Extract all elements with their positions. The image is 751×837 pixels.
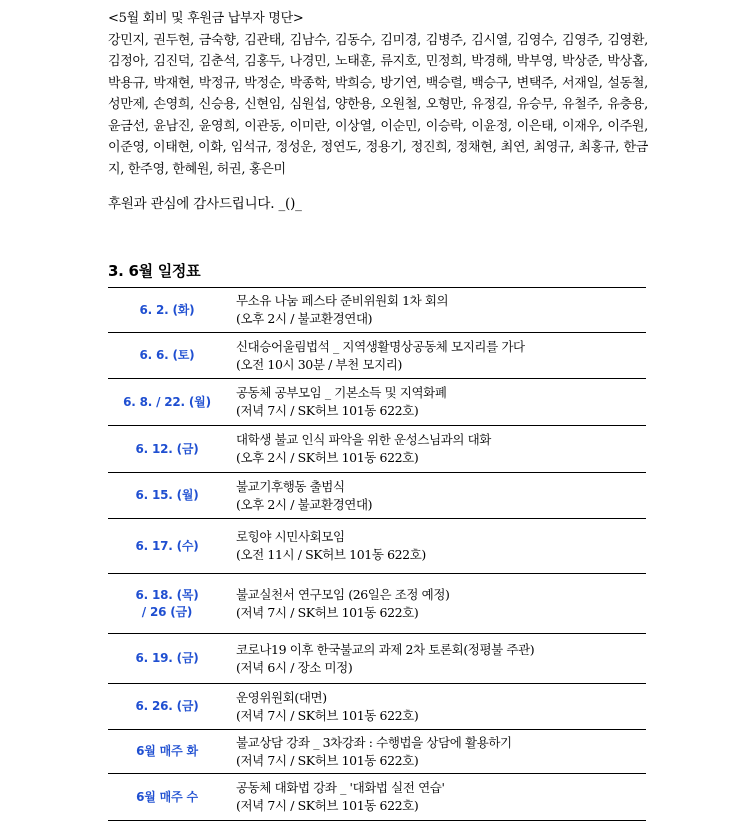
- schedule-table: [108, 287, 646, 821]
- schedule-description: [226, 519, 646, 573]
- schedule-date: 6. 12. (금): [135, 441, 199, 456]
- schedule-date: 6월 매주 화: [136, 744, 198, 758]
- schedule-row: [108, 288, 646, 333]
- schedule-date: 6. 8. / 22. (월): [123, 394, 211, 409]
- schedule-event: 코로나19 이후 한국불교의 과제 2차 토론회(정평불 주관): [236, 641, 535, 657]
- schedule-description: [226, 288, 646, 332]
- schedule-event: 공동체 대화법 강좌 _ '대화법 실전 연습': [236, 780, 445, 795]
- schedule-event: 대학생 불교 인식 파악을 위한 운성스님과의 대화: [236, 432, 491, 447]
- schedule-event: 신대승어울림법석 _ 지역생활명상공동체 모지리를 가다: [236, 338, 525, 354]
- schedule-row: [108, 634, 646, 684]
- schedule-time-place: (저녁 7시 / SK허브 101동 622호): [236, 752, 419, 768]
- schedule-time-place: (오후 2시 / 불교환경연대): [236, 311, 373, 326]
- schedule-event: 운영위원회(대면): [236, 689, 327, 705]
- schedule-row: [108, 684, 646, 730]
- schedule-row: [108, 379, 646, 426]
- schedule-description: [226, 730, 646, 773]
- schedule-event: 무소유 나눔 페스타 준비위원회 1차 회의: [236, 293, 449, 308]
- schedule-time-place: (오후 2시 / SK허브 101동 622호): [236, 450, 419, 465]
- schedule-event: 로힝야 시민사회모임: [236, 529, 345, 544]
- schedule-description: [226, 774, 646, 820]
- schedule-row: [108, 473, 646, 519]
- schedule-time-place: (오전 11시 / SK허브 101동 622호): [236, 547, 426, 562]
- schedule-row: [108, 574, 646, 634]
- schedule-event: 불교기후행동 출범식: [236, 478, 345, 494]
- schedule-row: [108, 730, 646, 774]
- schedule-description: [226, 426, 646, 472]
- schedule-description: [226, 634, 646, 683]
- schedule-time-place: (저녁 7시 / SK허브 101동 622호): [236, 798, 419, 813]
- schedule-time-place: (저녁 6시 / 장소 미정): [236, 659, 353, 675]
- schedule-date: 6. 17. (수): [135, 538, 199, 553]
- schedule-row: [108, 519, 646, 574]
- schedule-event: 불교실천서 연구모임 (26일은 조정 예정): [236, 586, 450, 602]
- schedule-description: [226, 684, 646, 729]
- schedule-date: 6. 18. (목) / 26 (금): [135, 587, 199, 619]
- schedule-date: 6. 15. (월): [135, 488, 199, 502]
- schedule-row: [108, 333, 646, 379]
- schedule-description: [226, 379, 646, 425]
- schedule-time-place: (오후 2시 / 불교환경연대): [236, 496, 373, 512]
- schedule-description: [226, 333, 646, 378]
- schedule-row: [108, 774, 646, 821]
- schedule-row: [108, 426, 646, 473]
- schedule-date: 6. 6. (토): [139, 348, 195, 362]
- schedule-description: [226, 473, 646, 518]
- schedule-time-place: (저녁 7시 / SK허브 101동 622호): [236, 604, 419, 620]
- schedule-time-place: (저녁 7시 / SK허브 101동 622호): [236, 707, 419, 723]
- schedule-event: 불교상담 강좌 _ 3차강좌 : 수행법을 상담에 활용하기: [236, 734, 512, 750]
- schedule-event: 공동체 공부모임 _ 기본소득 및 지역화폐: [236, 385, 447, 400]
- schedule-time-place: (오전 10시 30분 / 부천 모지리): [236, 356, 402, 372]
- schedule-date: 6. 19. (금): [135, 651, 199, 665]
- schedule-heading: 3. 6월 일정표: [108, 262, 201, 280]
- schedule-date: 6월 매주 수: [136, 789, 198, 804]
- donor-list-title: <5월 회비 및 후원금 납부자 명단>: [108, 11, 304, 26]
- schedule-description: [226, 574, 646, 633]
- schedule-date: 6. 26. (금): [135, 699, 199, 713]
- schedule-date: 6. 2. (화): [139, 302, 195, 317]
- donor-names: 강민지, 권두현, 금숙향, 김관태, 김남수, 김동수, 김미경, 김병주, 김시열, 김영수, 김영주, 김영환, 김정아, 김진덕, 김춘석, 김홍두, 나경민, 노태훈, 류지호, 민정희, 박경해, 박부영, 박상준, 박상홉, 박용규, 박재현, 박정규, 박정순, 박종학, 박희승, 방기연, 백승렬, 백승구, 변택주, 서재일, 설동철, 성만제, 손영희, 신승용, 신현임, 심원섭, 양한용, 오원철, 오형만, 유정길, 유승무, 유철주, 유충용, 윤금선, 윤남진, 윤영희, 이관동, 이미란, 이상열, 이순민, 이승락, 이윤정, 이은태, 이재우, 이주원, 이준영, 이태현, 이화, 임석규, 정성운, 정연도, 정용기, 정진희, 정채현, 최연, 최영규, 최홍규, 한금지, 한주영, 한혜원, 허권, 홍은미: [108, 32, 648, 177]
- donor-section: [108, 8, 648, 180]
- thanks-message: 후원과 관심에 감사드립니다. _()_: [108, 196, 302, 212]
- schedule-time-place: (저녁 7시 / SK허브 101동 622호): [236, 403, 419, 418]
